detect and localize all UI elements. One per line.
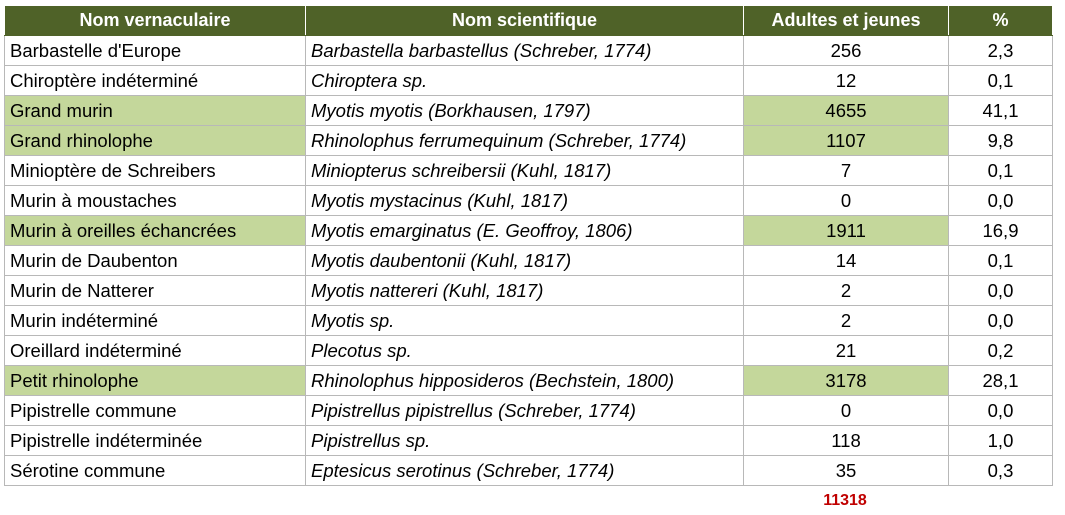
table-row xyxy=(5,246,1053,276)
scientific-name-cell: Barbastella barbastellus (Schreber, 1774) xyxy=(306,36,744,66)
vernacular-name-cell: Murin à moustaches xyxy=(5,186,306,216)
scientific-name-cell: Plecotus sp. xyxy=(306,336,744,366)
count-cell: 35 xyxy=(744,456,949,486)
scientific-name-cell: Pipistrellus sp. xyxy=(306,426,744,456)
header-count: Adultes et jeunes xyxy=(744,6,949,36)
count-cell: 1107 xyxy=(744,126,949,156)
table-body xyxy=(5,36,1053,486)
table-row xyxy=(5,366,1053,396)
table-row xyxy=(5,306,1053,336)
vernacular-name-cell: Petit rhinolophe xyxy=(5,366,306,396)
count-cell: 1911 xyxy=(744,216,949,246)
percent-cell: 0,0 xyxy=(949,186,1053,216)
header-vernacular-name: Nom vernaculaire xyxy=(5,6,306,36)
table-row xyxy=(5,336,1053,366)
scientific-name-cell: Myotis nattereri (Kuhl, 1817) xyxy=(306,276,744,306)
percent-cell: 2,3 xyxy=(949,36,1053,66)
table-row xyxy=(5,426,1053,456)
count-cell: 21 xyxy=(744,336,949,366)
table-row xyxy=(5,66,1053,96)
count-cell: 0 xyxy=(744,396,949,426)
percent-cell: 0,2 xyxy=(949,336,1053,366)
percent-cell: 0,1 xyxy=(949,246,1053,276)
scientific-name-cell: Pipistrellus pipistrellus (Schreber, 1774) xyxy=(306,396,744,426)
percent-cell: 41,1 xyxy=(949,96,1053,126)
header-row xyxy=(5,6,1053,36)
scientific-name-cell: Myotis sp. xyxy=(306,306,744,336)
percent-cell: 0,1 xyxy=(949,156,1053,186)
count-cell: 4655 xyxy=(744,96,949,126)
vernacular-name-cell: Murin à oreilles échancrées xyxy=(5,216,306,246)
table-row xyxy=(5,276,1053,306)
count-cell: 2 xyxy=(744,276,949,306)
table-row xyxy=(5,186,1053,216)
scientific-name-cell: Chiroptera sp. xyxy=(306,66,744,96)
table-row xyxy=(5,156,1053,186)
count-cell: 256 xyxy=(744,36,949,66)
table-row xyxy=(5,396,1053,426)
vernacular-name-cell: Sérotine commune xyxy=(5,456,306,486)
percent-cell: 9,8 xyxy=(949,126,1053,156)
percent-cell: 16,9 xyxy=(949,216,1053,246)
total-count: 11318 xyxy=(823,492,867,509)
vernacular-name-cell: Murin de Daubenton xyxy=(5,246,306,276)
vernacular-name-cell: Grand murin xyxy=(5,96,306,126)
count-cell: 2 xyxy=(744,306,949,336)
percent-cell: 0,3 xyxy=(949,456,1053,486)
vernacular-name-cell: Chiroptère indéterminé xyxy=(5,66,306,96)
table-row xyxy=(5,96,1053,126)
count-cell: 14 xyxy=(744,246,949,276)
vernacular-name-cell: Murin de Natterer xyxy=(5,276,306,306)
count-cell: 12 xyxy=(744,66,949,96)
percent-cell: 0,1 xyxy=(949,66,1053,96)
header-percent: % xyxy=(949,6,1053,36)
scientific-name-cell: Myotis mystacinus (Kuhl, 1817) xyxy=(306,186,744,216)
vernacular-name-cell: Oreillard indéterminé xyxy=(5,336,306,366)
scientific-name-cell: Myotis myotis (Borkhausen, 1797) xyxy=(306,96,744,126)
count-cell: 3178 xyxy=(744,366,949,396)
vernacular-name-cell: Grand rhinolophe xyxy=(5,126,306,156)
table-row xyxy=(5,456,1053,486)
vernacular-name-cell: Pipistrelle indéterminée xyxy=(5,426,306,456)
table-row xyxy=(5,126,1053,156)
scientific-name-cell: Miniopterus schreibersii (Kuhl, 1817) xyxy=(306,156,744,186)
scientific-name-cell: Myotis daubentonii (Kuhl, 1817) xyxy=(306,246,744,276)
percent-cell: 1,0 xyxy=(949,426,1053,456)
count-cell: 118 xyxy=(744,426,949,456)
percent-cell: 28,1 xyxy=(949,366,1053,396)
table-row xyxy=(5,36,1053,66)
scientific-name-cell: Eptesicus serotinus (Schreber, 1774) xyxy=(306,456,744,486)
scientific-name-cell: Rhinolophus hipposideros (Bechstein, 1800) xyxy=(306,366,744,396)
percent-cell: 0,0 xyxy=(949,396,1053,426)
count-cell: 0 xyxy=(744,186,949,216)
header-scientific-name: Nom scientifique xyxy=(306,6,744,36)
vernacular-name-cell: Pipistrelle commune xyxy=(5,396,306,426)
percent-cell: 0,0 xyxy=(949,306,1053,336)
scientific-name-cell: Myotis emarginatus (E. Geoffroy, 1806) xyxy=(306,216,744,246)
scientific-name-cell: Rhinolophus ferrumequinum (Schreber, 1774) xyxy=(306,126,744,156)
count-cell: 7 xyxy=(744,156,949,186)
vernacular-name-cell: Murin indéterminé xyxy=(5,306,306,336)
species-table xyxy=(4,5,1053,486)
vernacular-name-cell: Minioptère de Schreibers xyxy=(5,156,306,186)
vernacular-name-cell: Barbastelle d'Europe xyxy=(5,36,306,66)
percent-cell: 0,0 xyxy=(949,276,1053,306)
table-row xyxy=(5,216,1053,246)
